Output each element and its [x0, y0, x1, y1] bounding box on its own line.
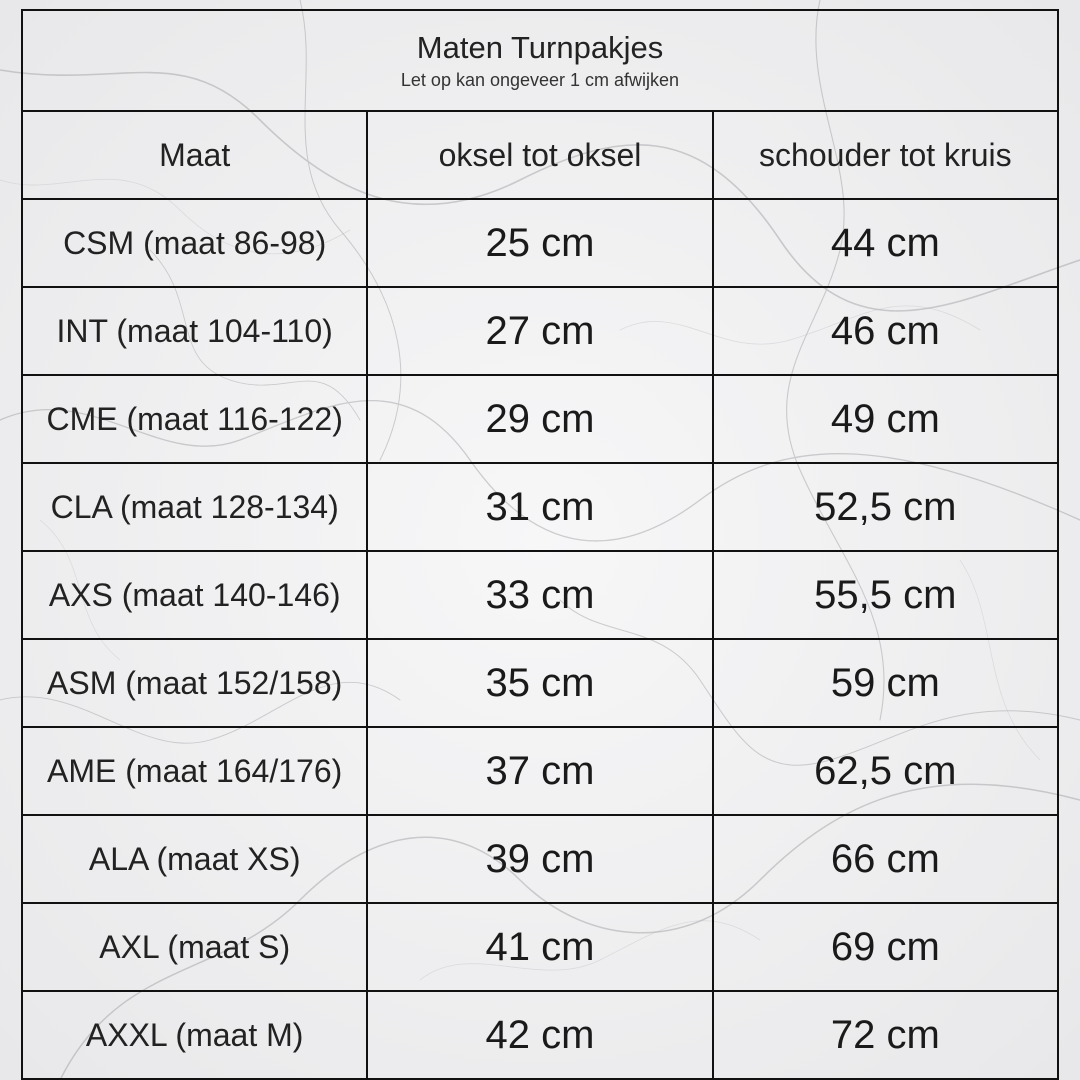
title-cell: [22, 10, 1058, 111]
armpit-to-armpit-value: 37 cm: [367, 727, 712, 815]
table-row: [22, 815, 1058, 903]
shoulder-to-crotch-value: 66 cm: [713, 815, 1058, 903]
table-row: [22, 199, 1058, 287]
table-row: [22, 551, 1058, 639]
armpit-to-armpit-value: 39 cm: [367, 815, 712, 903]
size-label: AXXL (maat M): [22, 991, 367, 1079]
table-row: [22, 639, 1058, 727]
size-label: ASM (maat 152/158): [22, 639, 367, 727]
armpit-to-armpit-value: 41 cm: [367, 903, 712, 991]
table-row: [22, 903, 1058, 991]
size-label: AME (maat 164/176): [22, 727, 367, 815]
shoulder-to-crotch-value: 72 cm: [713, 991, 1058, 1079]
shoulder-to-crotch-value: 52,5 cm: [713, 463, 1058, 551]
armpit-to-armpit-value: 29 cm: [367, 375, 712, 463]
chart-subtitle: Let op kan ongeveer 1 cm afwijken: [400, 69, 680, 90]
header-row: [22, 111, 1058, 199]
shoulder-to-crotch-value: 62,5 cm: [713, 727, 1058, 815]
size-label: CME (maat 116-122): [22, 375, 367, 463]
chart-title: Maten Turnpakjes: [416, 29, 664, 65]
shoulder-to-crotch-value: 59 cm: [713, 639, 1058, 727]
size-chart-table: [21, 9, 1059, 1080]
armpit-to-armpit-value: 35 cm: [367, 639, 712, 727]
table-row: [22, 991, 1058, 1079]
table-row: [22, 463, 1058, 551]
column-header-armpit: oksel tot oksel: [367, 111, 712, 199]
table-row: [22, 375, 1058, 463]
size-label: CSM (maat 86-98): [22, 199, 367, 287]
shoulder-to-crotch-value: 44 cm: [713, 199, 1058, 287]
title-row: [22, 10, 1058, 111]
shoulder-to-crotch-value: 69 cm: [713, 903, 1058, 991]
size-label: ALA (maat XS): [22, 815, 367, 903]
armpit-to-armpit-value: 42 cm: [367, 991, 712, 1079]
table-row: [22, 287, 1058, 375]
size-label: INT (maat 104-110): [22, 287, 367, 375]
size-label: AXS (maat 140-146): [22, 551, 367, 639]
shoulder-to-crotch-value: 55,5 cm: [713, 551, 1058, 639]
armpit-to-armpit-value: 25 cm: [367, 199, 712, 287]
armpit-to-armpit-value: 27 cm: [367, 287, 712, 375]
shoulder-to-crotch-value: 46 cm: [713, 287, 1058, 375]
armpit-to-armpit-value: 33 cm: [367, 551, 712, 639]
armpit-to-armpit-value: 31 cm: [367, 463, 712, 551]
shoulder-to-crotch-value: 49 cm: [713, 375, 1058, 463]
size-label: CLA (maat 128-134): [22, 463, 367, 551]
table-row: [22, 727, 1058, 815]
size-label: AXL (maat S): [22, 903, 367, 991]
column-header-shoulder-crotch: schouder tot kruis: [713, 111, 1058, 199]
column-header-size: Maat: [22, 111, 367, 199]
